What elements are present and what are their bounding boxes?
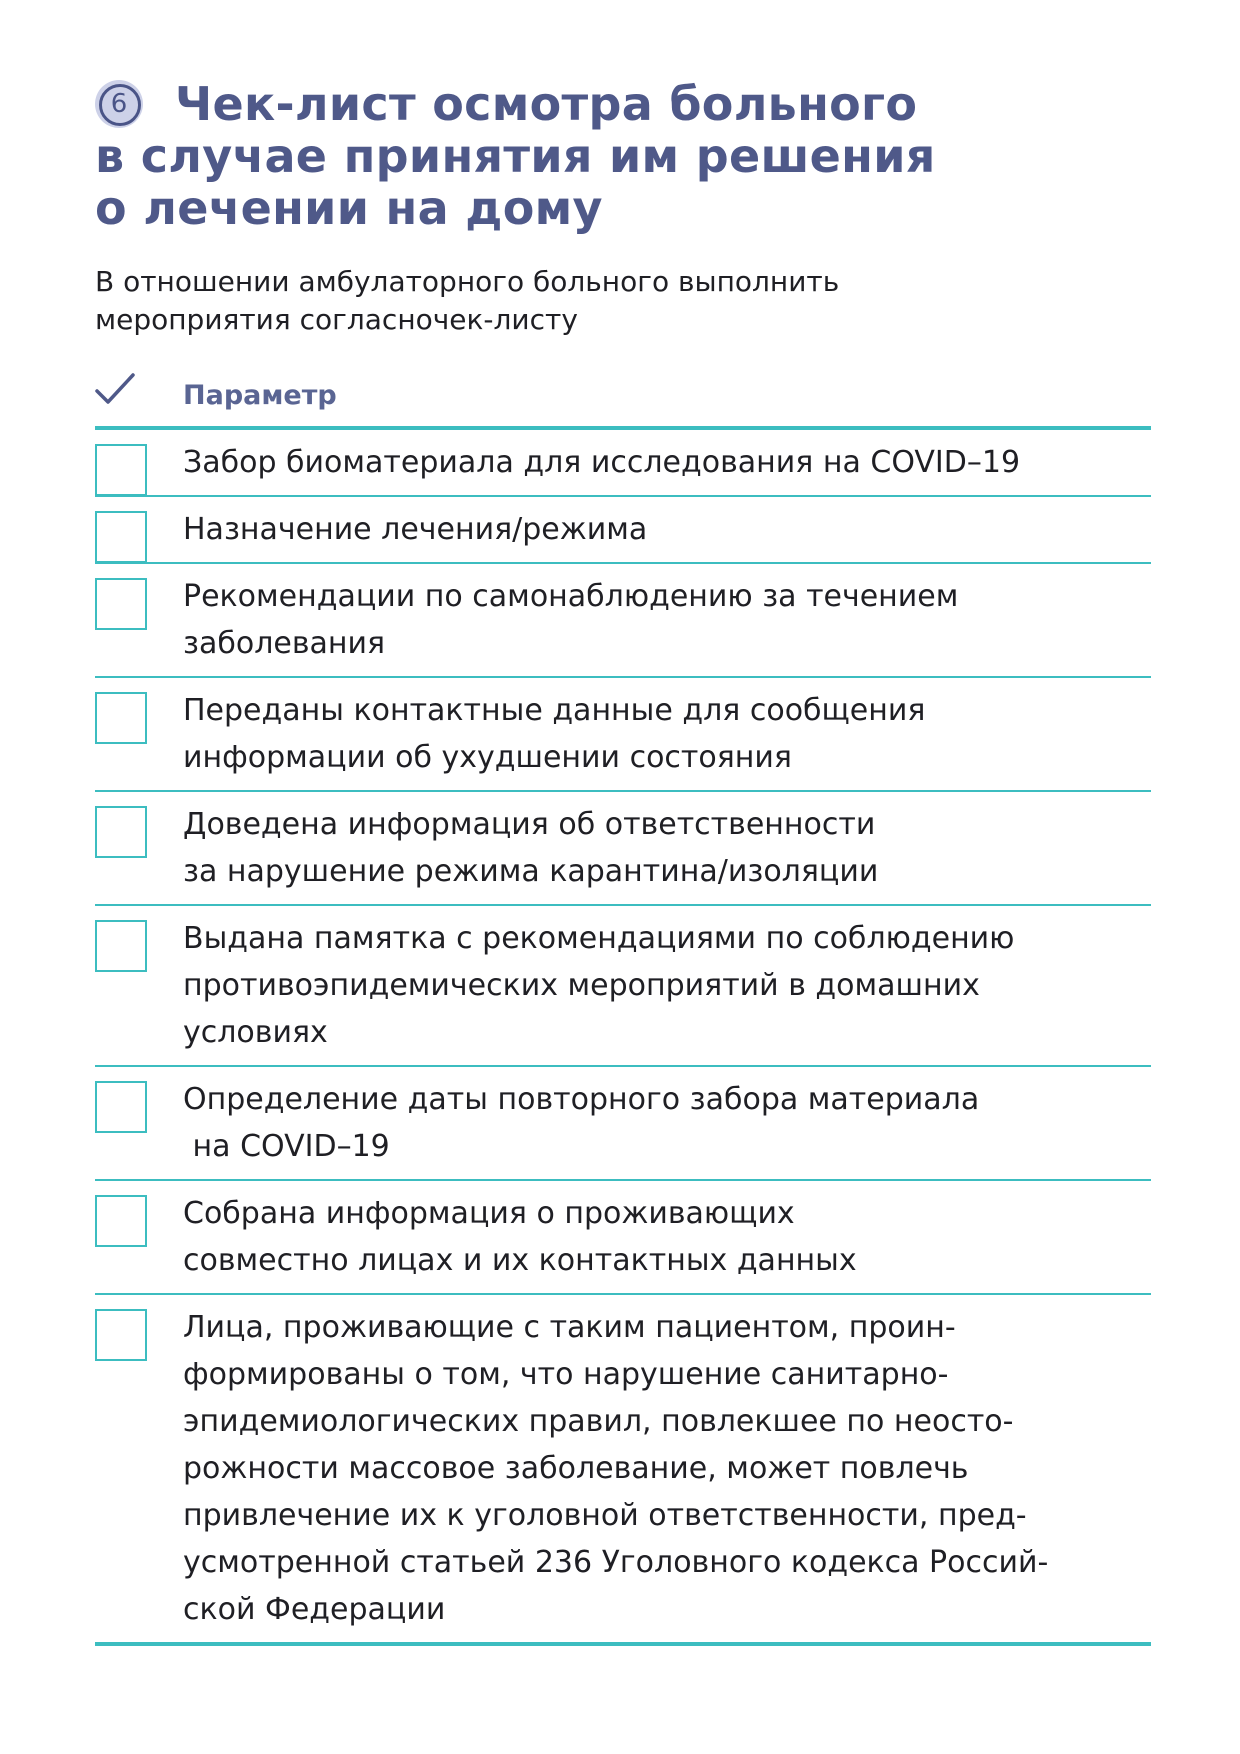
row-line: Лица, проживающие с таким пациентом, проин- bbox=[183, 1310, 956, 1345]
row-text bbox=[183, 439, 1151, 486]
row-line: Собрана информация о проживающих bbox=[183, 1196, 795, 1231]
title-line-2: в случае принятия им решения bbox=[95, 129, 936, 183]
title-line-3: о лечении на дому bbox=[95, 181, 603, 235]
checklist-row bbox=[95, 678, 1151, 792]
checkbox-icon[interactable] bbox=[95, 920, 147, 972]
checklist-row bbox=[95, 1067, 1151, 1181]
row-line: Забор биоматериала для исследования на COVID–19 bbox=[183, 445, 1021, 480]
row-text bbox=[183, 801, 1151, 895]
checklist-row bbox=[95, 564, 1151, 678]
row-line: совместно лицах и их контактных данных bbox=[183, 1243, 857, 1278]
row-line: эпидемиологических правил, повлекшее по неосто- bbox=[183, 1404, 1014, 1439]
row-text bbox=[183, 915, 1151, 1056]
row-line: Определение даты повторного забора материала bbox=[183, 1082, 980, 1117]
checkbox-icon[interactable] bbox=[95, 444, 147, 496]
title-block bbox=[95, 78, 1155, 234]
row-line: Переданы контактные данные для сообщения bbox=[183, 693, 926, 728]
subtitle-line-2: мероприятия согласночек-листу bbox=[95, 303, 578, 336]
page-title bbox=[95, 78, 1155, 234]
row-line: противоэпидемических мероприятий в домашних bbox=[183, 968, 980, 1003]
row-line: информации об ухудшении состояния bbox=[183, 740, 792, 775]
row-line: Доведена информация об ответственности bbox=[183, 807, 876, 842]
row-text bbox=[183, 1076, 1151, 1170]
checkbox-icon[interactable] bbox=[95, 806, 147, 858]
row-line: Назначение лечения/режима bbox=[183, 512, 648, 547]
row-line: формированы о том, что нарушение санитарно- bbox=[183, 1357, 949, 1392]
checkbox-icon[interactable] bbox=[95, 692, 147, 744]
table-header bbox=[95, 372, 1151, 430]
row-text bbox=[183, 687, 1151, 781]
checklist-row bbox=[95, 497, 1151, 564]
column-header-parameter: Параметр bbox=[183, 380, 337, 411]
checklist-row bbox=[95, 430, 1151, 497]
checklist-row bbox=[95, 1181, 1151, 1295]
row-line: за нарушение режима карантина/изоляции bbox=[183, 854, 879, 889]
row-line: ской Федерации bbox=[183, 1592, 446, 1627]
row-line: Рекомендации по самонаблюдению за течением bbox=[183, 579, 959, 614]
row-text bbox=[183, 506, 1151, 553]
checklist-table bbox=[95, 372, 1151, 1646]
checkbox-icon[interactable] bbox=[95, 1195, 147, 1247]
row-line: заболевания bbox=[183, 626, 386, 661]
row-line: Выдана памятка с рекомендациями по соблюдению bbox=[183, 921, 1015, 956]
checkbox-icon[interactable] bbox=[95, 1081, 147, 1133]
row-line: рожности массовое заболевание, может повлечь bbox=[183, 1451, 969, 1486]
checklist-row bbox=[95, 906, 1151, 1067]
row-line: на COVID–19 bbox=[183, 1129, 390, 1164]
section-number: 6 bbox=[110, 89, 128, 119]
subtitle bbox=[95, 263, 1095, 339]
checkbox-icon[interactable] bbox=[95, 1309, 147, 1361]
row-line: привлечение их к уголовной ответственности, пред- bbox=[183, 1498, 1027, 1533]
checkbox-icon[interactable] bbox=[95, 578, 147, 630]
row-line: условиях bbox=[183, 1015, 328, 1050]
badge-ring bbox=[99, 84, 141, 126]
checklist-row bbox=[95, 1295, 1151, 1646]
checklist-row bbox=[95, 792, 1151, 906]
check-icon bbox=[95, 372, 135, 408]
subtitle-line-1: В отношении амбулаторного больного выполнить bbox=[95, 265, 840, 298]
row-line: усмотренной статьей 236 Уголовного кодекса Россий- bbox=[183, 1545, 1049, 1580]
checkbox-icon[interactable] bbox=[95, 511, 147, 563]
row-text bbox=[183, 573, 1151, 667]
title-line-1: Чек-лист осмотра больного bbox=[175, 77, 918, 131]
row-text bbox=[183, 1190, 1151, 1284]
row-text bbox=[183, 1304, 1151, 1633]
section-number-badge bbox=[95, 80, 143, 128]
